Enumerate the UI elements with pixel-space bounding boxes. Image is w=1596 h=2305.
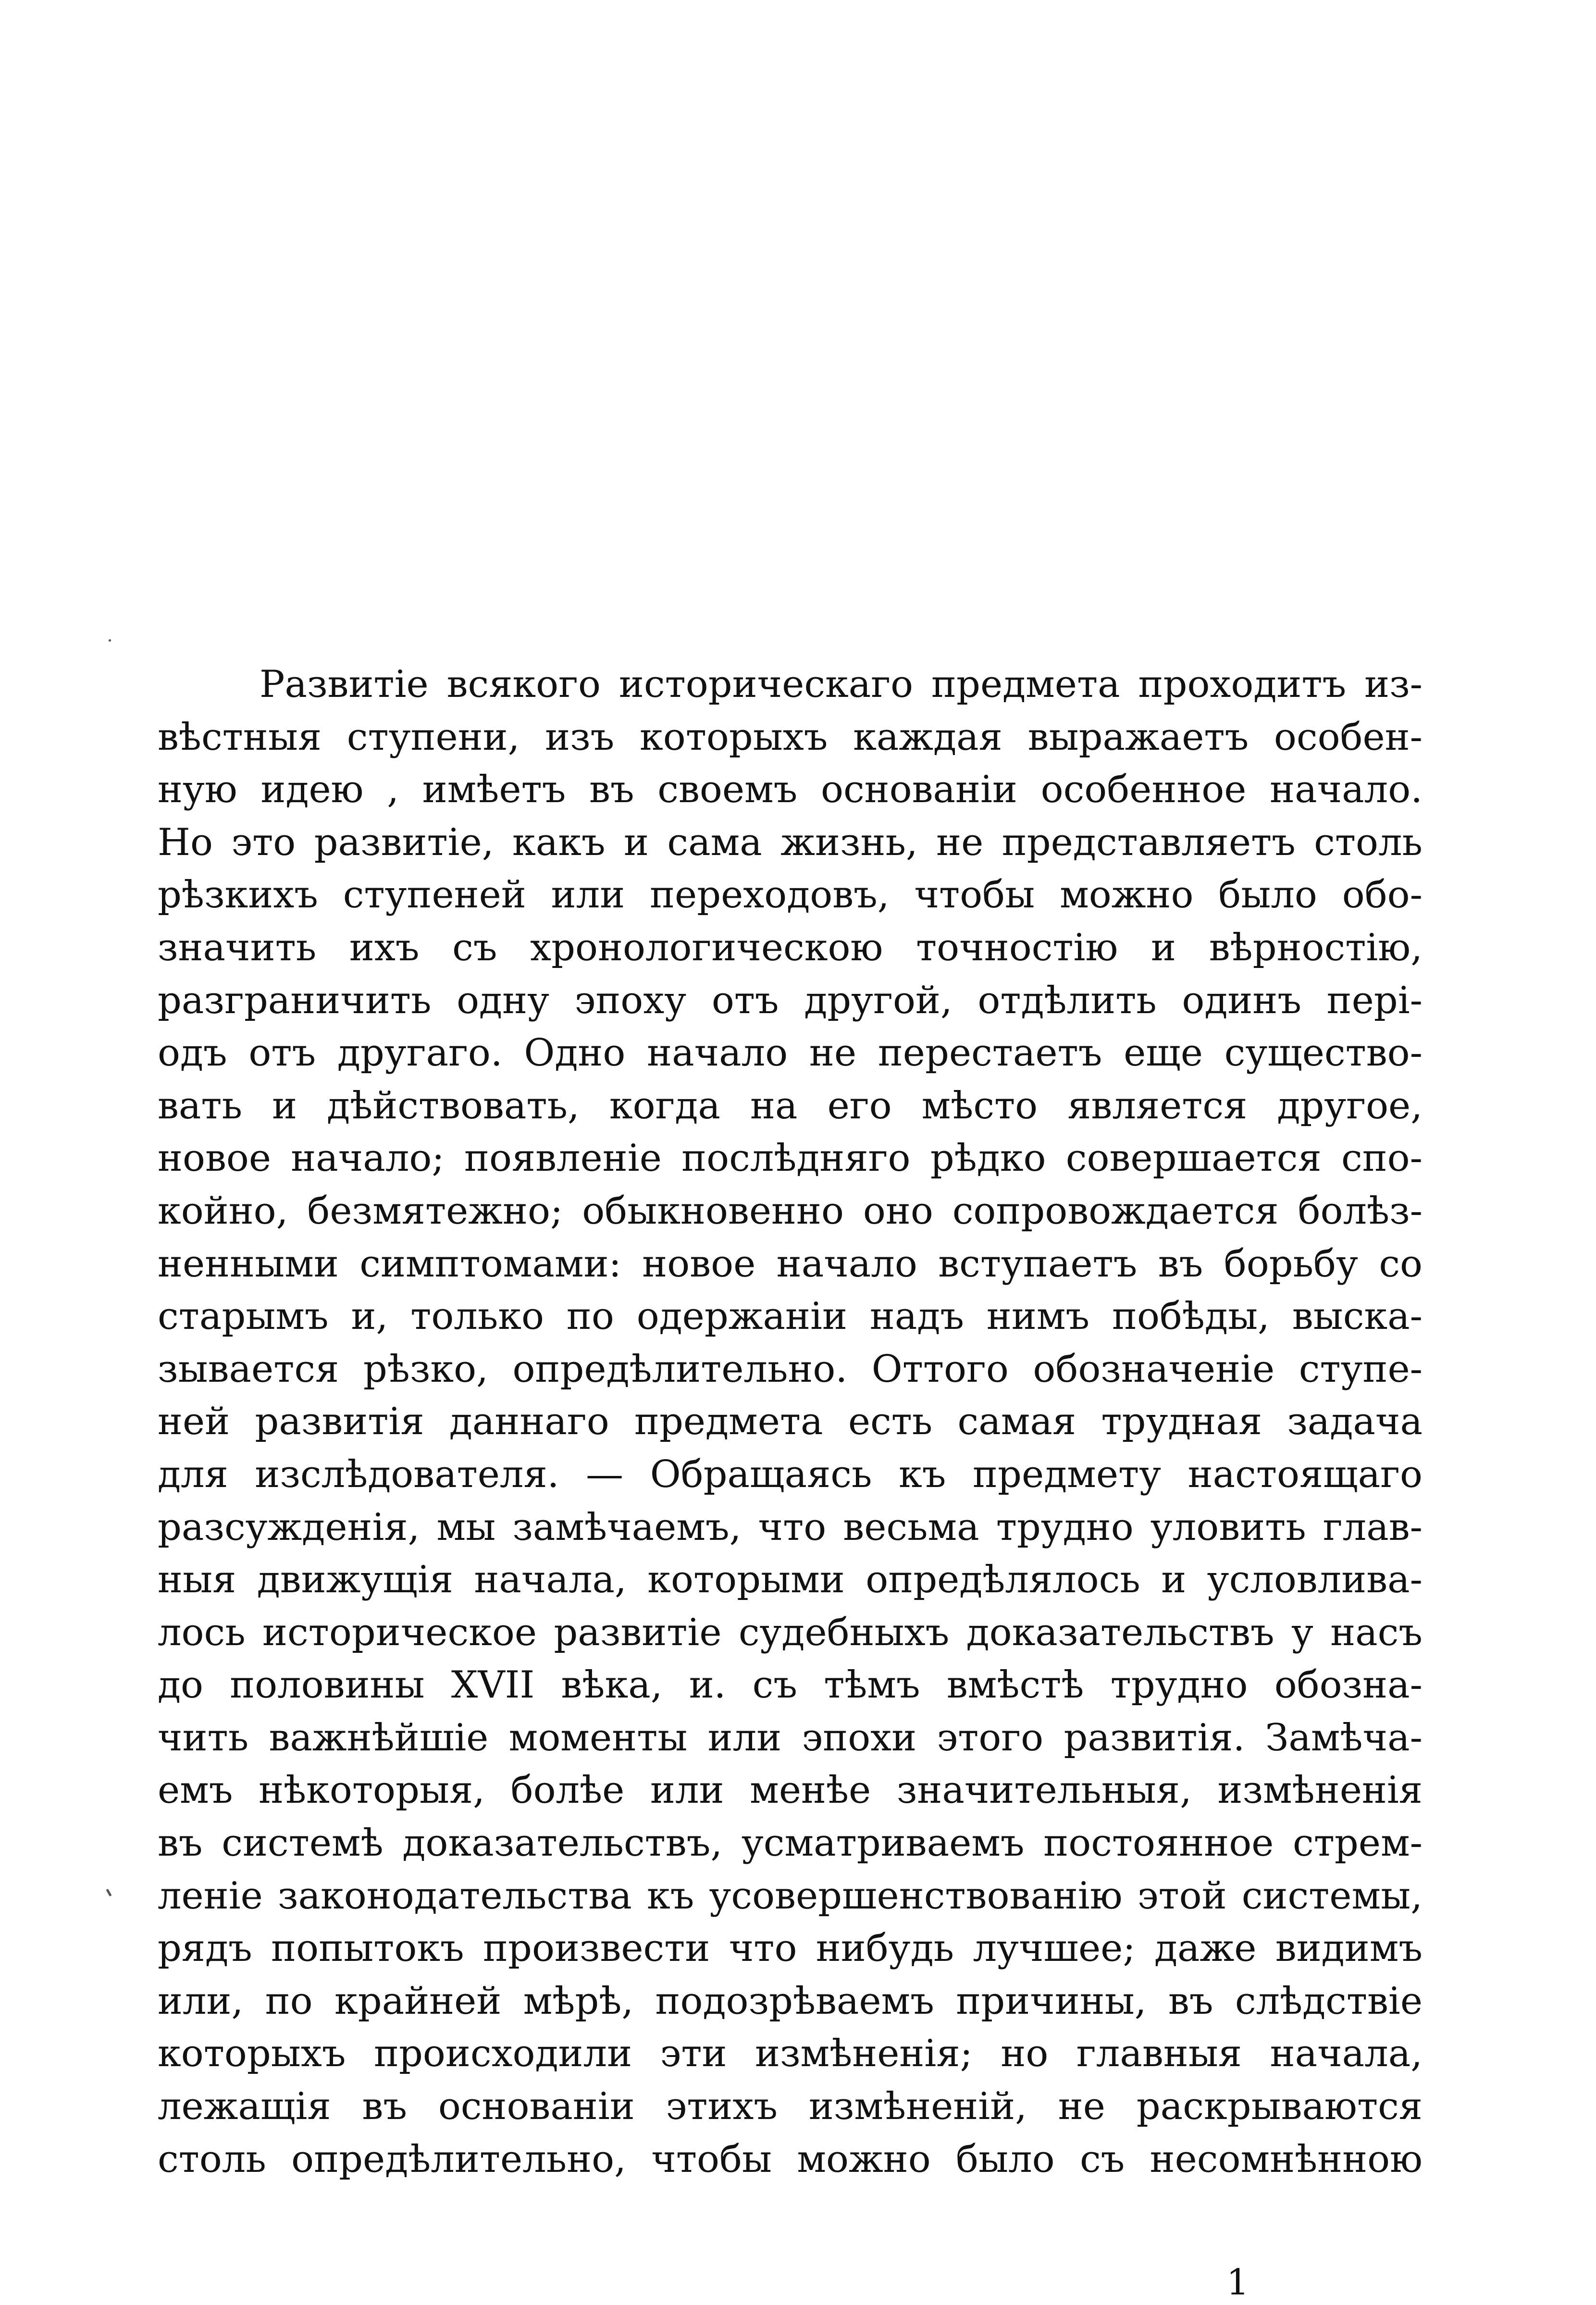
text-line: ней развитія даннаго предмета есть самая трудная задача [158,1400,1423,1444]
text-line: вѣстныя ступени, изъ которыхъ каждая выражаетъ особен- [158,715,1423,759]
text-line: ненными симптомами: новое начало вступаетъ въ борьбу со [158,1242,1423,1286]
text-line: рѣзкихъ ступеней или переходовъ, чтобы можно было обо- [158,873,1423,917]
text-line: вать и дѣйствовать, когда на его мѣсто является другое, [158,1084,1423,1128]
text-line: которыхъ происходили эти измѣненія; но главныя начала, [158,2032,1423,2076]
text-line: емъ нѣкоторыя, болѣе или менѣе значительныя, измѣненія [158,1769,1423,1812]
text-line: зывается рѣзко, опредѣлительно. Оттого обозначеніе ступе- [158,1347,1423,1391]
text-line: лось историческое развитіе судебныхъ доказательствъ у насъ [158,1611,1423,1654]
text-line: одъ отъ другаго. Одно начало не перестаетъ еще существо- [158,1031,1423,1075]
text-line: Но это развитіе, какъ и сама жизнь, не представляетъ столь [158,820,1423,864]
page-number: 1 [1226,2262,1250,2303]
text-line: до половины XVII вѣка, и. съ тѣмъ вмѣстѣ трудно обозна- [158,1663,1423,1707]
text-line: старымъ и, только по одержаніи надъ нимъ побѣды, выска- [158,1295,1423,1338]
text-line: Развитіе всякого историческаго предмета проходитъ из- [260,663,1423,706]
text-line: новое начало; появленіе послѣдняго рѣдко совершается спо- [158,1137,1423,1180]
text-line: или, по крайней мѣрѣ, подозрѣваемъ причины, въ слѣдствіе [158,1979,1423,2023]
text-line: ныя движущія начала, которыми опредѣлялось и условлива- [158,1558,1423,1602]
text-line: чить важнѣйшіе моменты или эпохи этого развитія. Замѣча- [158,1716,1423,1760]
text-line: разсужденія, мы замѣчаемъ, что весьма трудно уловить глав- [158,1505,1423,1549]
text-line: для изслѣдователя. — Обращаясь къ предмету настоящаго [158,1452,1423,1496]
text-line: лежащія въ основаніи этихъ измѣненій, не раскрываются [158,2085,1423,2129]
text-line: рядъ попытокъ произвести что нибудь лучшее; даже видимъ [158,1927,1423,1970]
ink-speck [109,639,111,642]
body-paragraph [158,658,1423,2186]
text-line: въ системѣ доказательствъ, усматриваемъ постоянное стрем- [158,1822,1423,1865]
text-line: значить ихъ съ хронологическою точностію и вѣрностію, [158,926,1423,969]
text-line: столь опредѣлительно, чтобы можно было съ несомнѣнною [158,2137,1423,2181]
text-line: разграничить одну эпоху отъ другой, отдѣлить одинъ пері- [158,979,1423,1022]
text-line: ную идею , имѣетъ въ своемъ основаніи особенное начало. [158,768,1423,812]
ink-speck [106,1889,111,1896]
text-line: леніе законодательства къ усовершенствованію этой системы, [158,1874,1423,1918]
text-line: койно, безмятежно; обыкновенно оно сопровождается болѣз- [158,1189,1423,1233]
